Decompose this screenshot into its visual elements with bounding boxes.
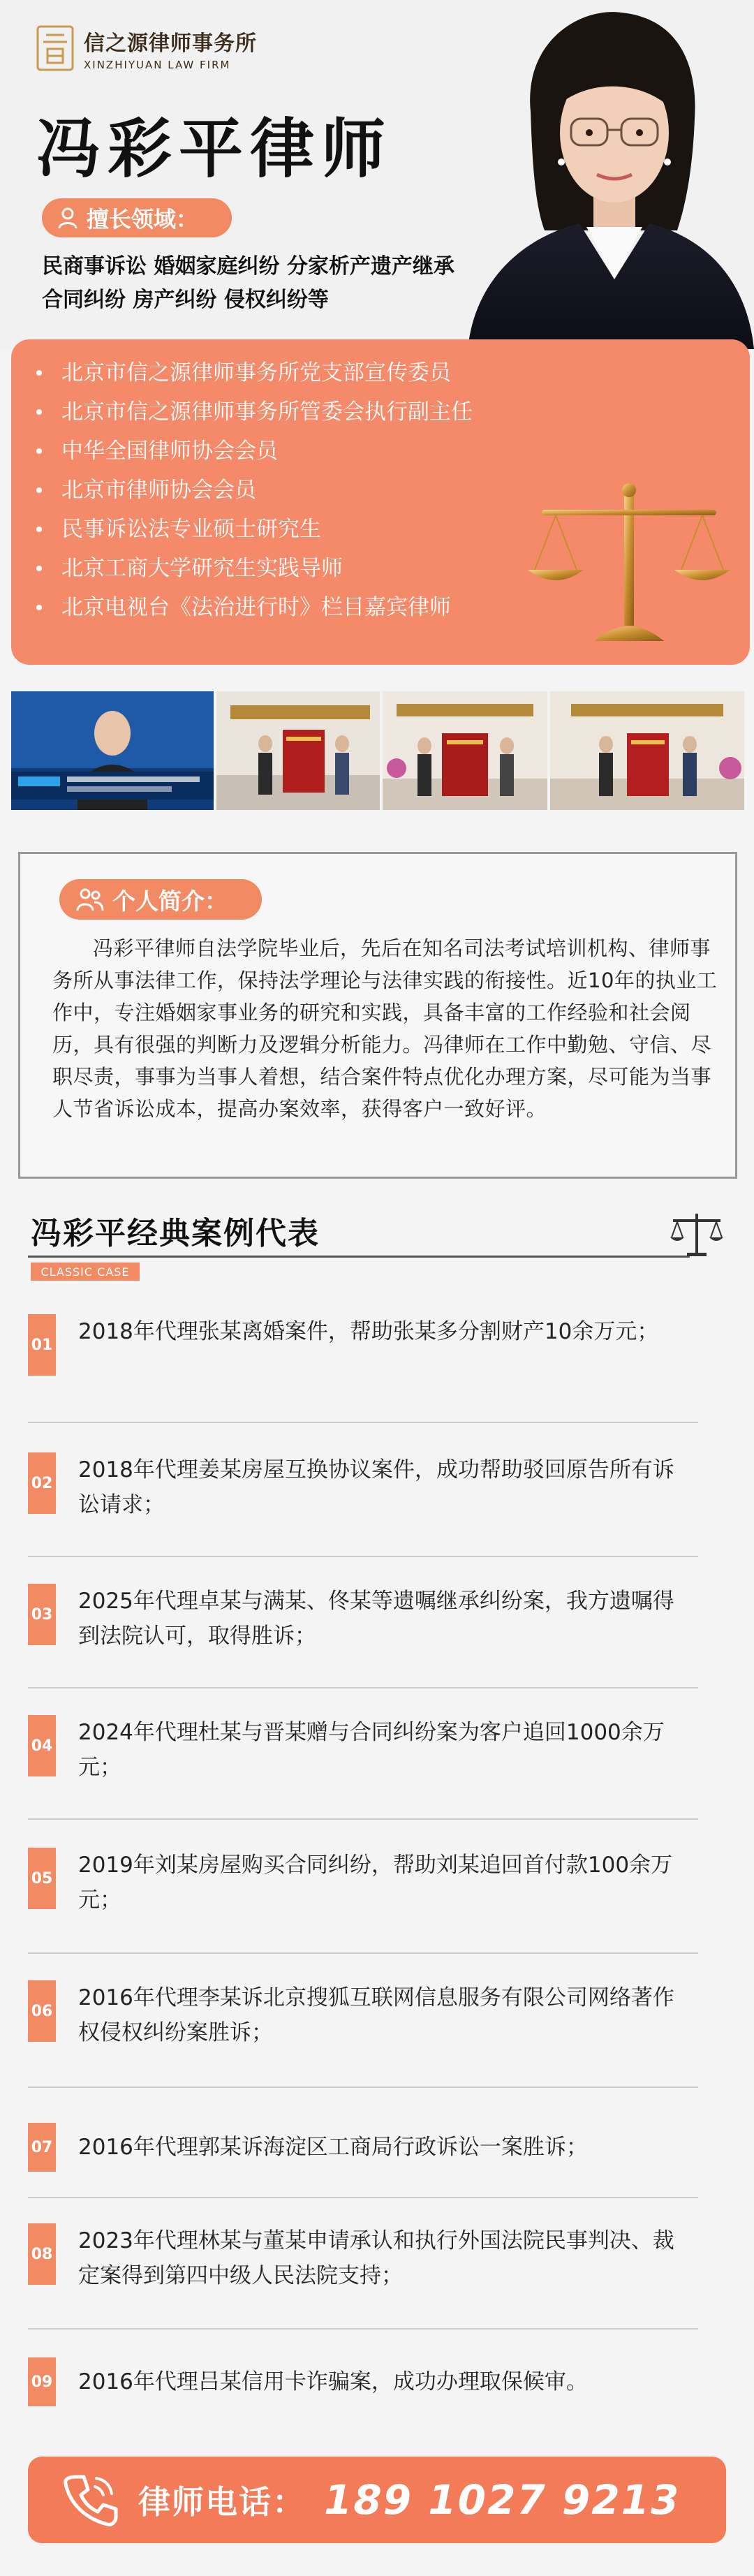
credential-text: 中华全国律师协会会员	[61, 439, 278, 464]
case-item	[28, 2123, 698, 2184]
header	[0, 0, 754, 349]
balance-scale-icon	[669, 1211, 725, 1257]
case-number: 08	[28, 2223, 56, 2285]
case-number: 01	[28, 1314, 56, 1376]
case-text: 2016年代理郭某诉海淀区工商局行政诉讼一案胜诉；	[78, 2135, 588, 2160]
case-divider	[28, 2328, 698, 2330]
office-banner-photo-2	[383, 691, 547, 810]
case-divider	[28, 1818, 698, 1820]
bullet-icon	[36, 527, 42, 532]
bullet-icon	[36, 409, 42, 415]
case-number: 07	[28, 2123, 56, 2172]
case-number: 04	[28, 1715, 56, 1776]
phone-number[interactable]: 189 1027 9213	[324, 2476, 681, 2524]
credentials-panel	[11, 339, 750, 665]
case-text: 2019年刘某房屋购买合同纠纷，帮助刘某追回首付款100余万元；	[78, 1853, 673, 1913]
firm-name-en: XINZHIYUAN LAW FIRM	[84, 58, 231, 71]
case-item	[28, 2357, 698, 2419]
case-text: 2018年代理张某离婚案件，帮助张某多分割财产10余万元；	[78, 1319, 659, 1344]
case-number: 05	[28, 1848, 56, 1909]
case-item	[28, 2223, 698, 2293]
credential-item	[36, 432, 473, 471]
cases-title: 冯彩平经典案例代表	[31, 1216, 320, 1251]
case-divider	[28, 2197, 698, 2198]
credential-text: 民事诉讼法专业硕士研究生	[61, 517, 321, 542]
office-banner-photo-1	[216, 691, 380, 810]
bullet-icon	[36, 448, 42, 454]
bullet-icon	[36, 487, 42, 493]
credential-item	[36, 588, 473, 627]
office-banner-photo-3	[550, 691, 744, 810]
credential-text: 北京市信之源律师事务所党支部宣传委员	[61, 360, 451, 385]
case-item	[28, 1980, 698, 2050]
phone-label: 律师电话：	[138, 2483, 306, 2521]
lawyer-name: 冯彩平律师	[36, 111, 393, 186]
case-divider	[28, 1422, 698, 1423]
case-number: 02	[28, 1452, 56, 1514]
intro-text: 冯彩平律师自法学院毕业后，先后在知名司法考试培训机构、律师事务所从事法律工作，保持法学理论与法律实践的衔接性。近10年的执业工作中，专注婚姻家事业务的研究和实践，具备丰富的工作经验和社会阅历，具有很强的判断力及逻辑分析能力。冯律师在工作中勤勉、守信、尽职尽责，事事为当事人着想，结合案件特点优化办理方案，尽可能为当事人节省诉讼成本，提高办案效率，获得客户一致好评。	[52, 936, 718, 1121]
specialty-line: 合同纠纷 房产纠纷 侵权纠纷等	[42, 288, 329, 312]
credential-text: 北京电视台《法治进行时》栏目嘉宾律师	[61, 595, 451, 620]
case-number: 09	[28, 2357, 56, 2406]
firm-logo	[36, 25, 257, 71]
specialty-label-text: 擅长领域：	[87, 206, 199, 233]
credential-item	[36, 510, 473, 549]
credential-item	[36, 392, 473, 432]
specialty-label	[42, 198, 232, 237]
bullet-icon	[36, 605, 42, 610]
case-text: 2025年代理卓某与满某、佟某等遗嘱继承纠纷案，我方遗嘱得到法院认可，取得胜诉；	[78, 1589, 674, 1649]
bullet-icon	[36, 566, 42, 571]
case-divider	[28, 1687, 698, 1688]
case-text: 2018年代理姜某房屋互换协议案件，成功帮助驳回原告所有诉讼请求；	[78, 1457, 674, 1517]
cases-subtitle: CLASSIC CASE	[31, 1263, 140, 1281]
phone-contact-bar[interactable]	[28, 2457, 726, 2543]
case-item	[28, 1584, 698, 1654]
specialty-line: 民商事诉讼 婚姻家庭纠纷 分家析产遗产继承	[42, 254, 454, 279]
credential-item	[36, 471, 473, 510]
intro-label	[59, 879, 262, 920]
intro-panel	[18, 852, 737, 1179]
tv-interview-photo	[11, 691, 214, 810]
user-badge-icon	[56, 206, 80, 230]
credential-text: 北京工商大学研究生实践导师	[61, 556, 343, 581]
case-divider	[28, 1952, 698, 1954]
firm-name-cn: 信之源律师事务所	[84, 31, 257, 56]
credential-text: 北京市律师协会会员	[61, 478, 256, 503]
lawyer-portrait	[454, 0, 754, 349]
credentials-list	[36, 353, 473, 627]
phone-icon	[60, 2470, 120, 2530]
case-item	[28, 1452, 698, 1522]
case-text: 2016年代理李某诉北京搜狐互联网信息服务有限公司网络著作权侵权纠纷案胜诉；	[78, 1985, 674, 2045]
case-text: 2024年代理杜某与晋某赠与合同纠纷案为客户追回1000余万元；	[78, 1720, 665, 1780]
credential-item	[36, 353, 473, 392]
specialty-list	[42, 250, 454, 317]
people-icon	[76, 887, 104, 912]
case-divider	[28, 2086, 698, 2088]
case-item	[28, 1314, 698, 1384]
case-item	[28, 1715, 698, 1785]
case-divider	[28, 1556, 698, 1557]
cases-divider	[28, 1256, 690, 1258]
credential-text: 北京市信之源律师事务所管委会执行副主任	[61, 399, 473, 425]
case-number: 06	[28, 1980, 56, 2042]
case-text: 2023年代理林某与董某申请承认和执行外国法院民事判决、裁定案得到第四中级人民法院支持；	[78, 2228, 674, 2288]
photo-strip	[11, 691, 744, 810]
credential-item	[36, 549, 473, 588]
case-item	[28, 1848, 698, 1918]
bullet-icon	[36, 370, 42, 376]
intro-label-text: 个人简介：	[112, 887, 228, 915]
case-text: 2016年代理吕某信用卡诈骗案，成功办理取保候审。	[78, 2369, 588, 2394]
case-number: 03	[28, 1584, 56, 1645]
firm-logo-icon	[36, 25, 74, 71]
scales-of-justice-icon	[528, 479, 737, 647]
